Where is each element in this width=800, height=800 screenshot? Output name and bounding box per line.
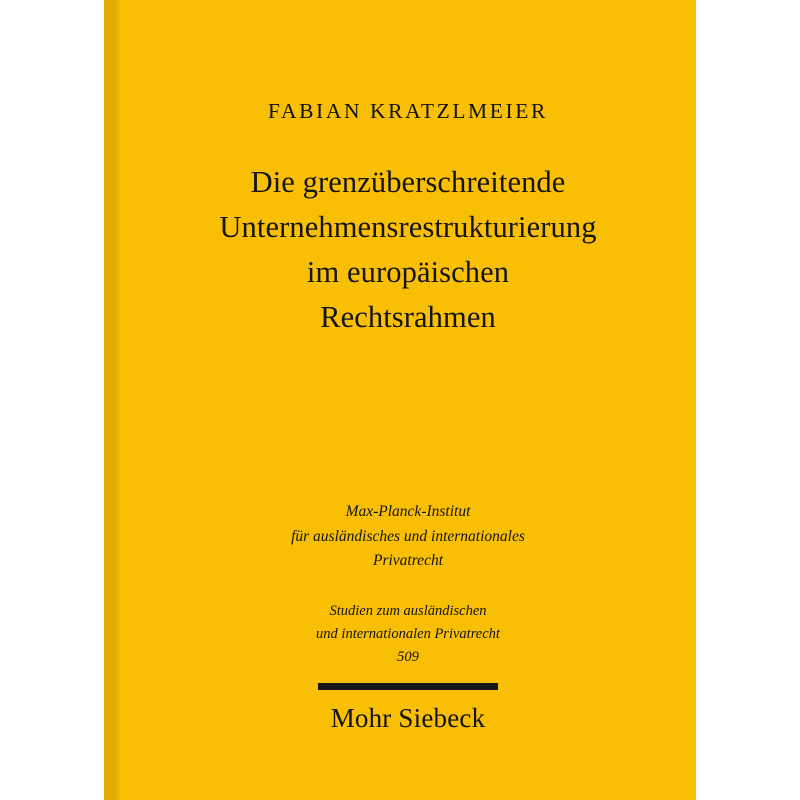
title-line-4: Rechtsrahmen <box>320 300 496 334</box>
institute-line-1: Max-Planck-Institut <box>345 503 471 520</box>
publisher-name: Mohr Siebeck <box>330 703 486 733</box>
page-margin-right <box>696 0 800 800</box>
institute-line-3: Privatrecht <box>372 552 443 569</box>
series-info <box>120 600 696 669</box>
divider-rule <box>318 683 498 690</box>
book-spine <box>104 0 117 800</box>
title-line-1: Die grenzüberschreitende <box>250 165 566 199</box>
author-name: FABIAN KRATZLMEIER <box>268 99 548 123</box>
book-title <box>140 160 676 340</box>
institute-name <box>120 500 696 574</box>
title-line-3: im europäischen <box>306 255 510 289</box>
title-line-2: Unternehmensrestrukturierung <box>219 210 597 244</box>
series-number: 509 <box>397 649 419 665</box>
series-line-1: Studien zum ausländischen <box>329 603 487 619</box>
institute-line-2: für ausländisches und internationales <box>291 527 525 545</box>
series-line-2: und internationalen Privatrecht <box>316 625 500 642</box>
page-margin-left <box>0 0 104 800</box>
cover-content <box>120 0 696 800</box>
